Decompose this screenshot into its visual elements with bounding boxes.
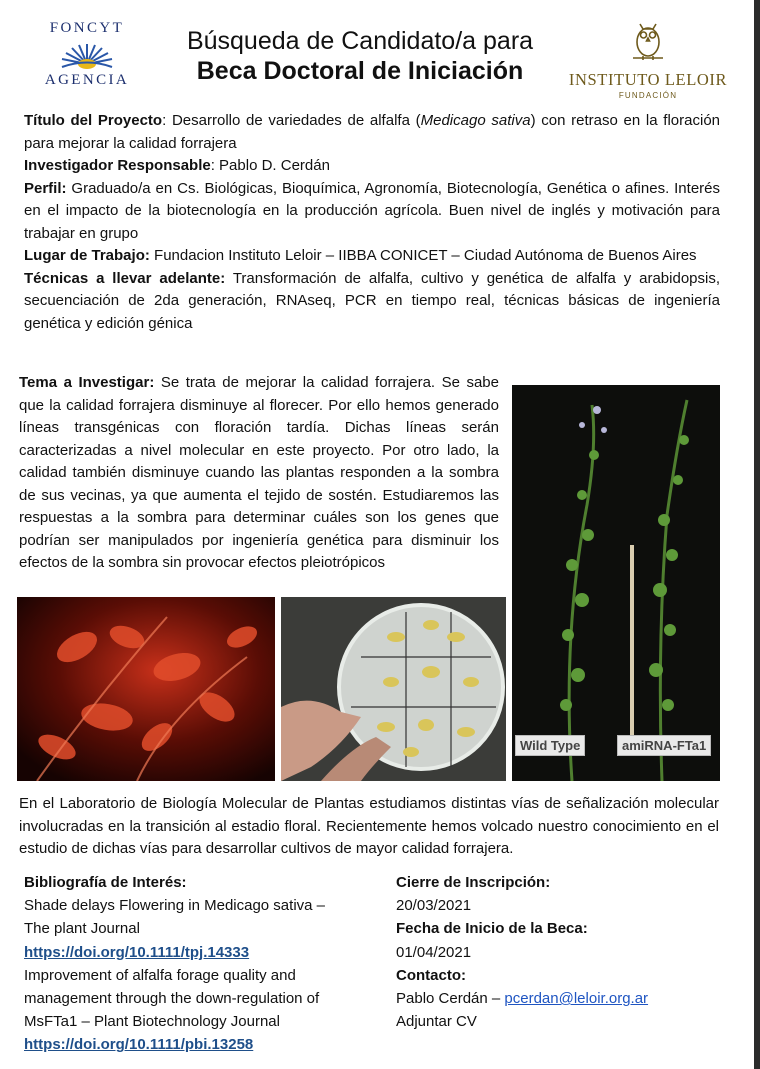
project-title-text-a: : Desarrollo de variedades de alfalfa ( — [162, 112, 421, 129]
foncyt-logo-bottom-text: AGENCIA — [44, 72, 130, 88]
project-title-label: Título del Proyecto — [24, 112, 163, 129]
leloir-logo-sub: FUNDACIÓN — [618, 91, 678, 100]
biblio-line: management through the down-regulation of — [24, 990, 320, 1008]
doi-link-pbi[interactable]: https://doi.org/10.1111/pbi.13258 — [24, 1036, 254, 1054]
alfalfa-plants-photo — [512, 385, 720, 781]
attach-cv-text: Adjuntar CV — [396, 1013, 477, 1031]
foncyt-logo-top-text: FONCYT — [49, 20, 125, 36]
investigator-label: Investigador Responsable — [24, 157, 211, 174]
contact-label: Contacto: — [396, 966, 466, 984]
project-title-text-b: ) con retraso en la floración para mejorar la calidad forrajera — [24, 112, 720, 152]
workplace-label: Lugar de Trabajo: — [24, 247, 150, 264]
research-topic — [19, 372, 499, 575]
project-info — [24, 110, 720, 335]
techniques-label: Técnicas a llevar adelante: — [24, 269, 226, 287]
project-title-species: Medicago sativa — [420, 112, 531, 129]
biblio-line: MsFTa1 – Plant Biotechnology Journal — [24, 1013, 280, 1031]
workplace-para — [24, 245, 720, 268]
lab-description — [19, 793, 719, 861]
page-edge — [754, 0, 760, 1069]
profile-para — [24, 178, 720, 246]
biblio-line: Shade delays Flowering in Medicago sativa – — [24, 897, 326, 915]
project-title-para — [24, 110, 720, 155]
techniques-para — [24, 268, 720, 336]
amirna-label: amiRNA-FTa1 — [617, 735, 711, 756]
title-line-2: Beca Doctoral de Iniciación — [196, 57, 524, 85]
bibliography — [24, 871, 374, 1057]
dates-contact — [396, 871, 726, 1033]
profile-text: Graduado/a en Cs. Biológicas, Bioquímica, Agronomía, Biotecnología, Genética o afines. Interés en el impacto de la biotecnología en la producción agrícola. Buen nivel de inglés y motivación para trabajar en grupo — [24, 179, 720, 242]
profile-label: Perfil: — [24, 179, 67, 197]
red-light-leaves-photo — [17, 597, 275, 781]
deadline-label: Cierre de Inscripción: — [396, 874, 551, 891]
biblio-line: Improvement of alfalfa forage quality and — [24, 966, 296, 984]
research-topic-label: Tema a Investigar: — [19, 374, 155, 391]
start-date-label: Fecha de Inicio de la Beca: — [396, 920, 588, 938]
workplace-text: Fundacion Instituto Leloir – IIBBA CONICET – Ciudad Autónoma de Buenos Aires — [149, 247, 697, 264]
start-date-value: 01/04/2021 — [396, 943, 472, 961]
petri-dish-photo — [281, 597, 506, 781]
wild-type-label: Wild Type — [515, 735, 585, 756]
page-title — [150, 26, 570, 86]
leloir-logo — [566, 20, 730, 104]
title-line-1: Búsqueda de Candidato/a para — [186, 27, 534, 55]
research-topic-text: Se trata de mejorar la calidad forrajera. Se sabe que la calidad forrajera disminuye al florecer. Por ello hemos generado líneas transgénicas con floración tardía. Dichas líneas serán caracterizadas a nivel molecular en este proyecto. Por otro lado, la calidad también disminuye cuando las plantas responden a la sombra de sus vecinas, ya que aumenta el tejido de sostén. Estudiaremos las respuestas a la sombra para determinar cuáles son los genes que podrían ser manipulados por ingeniería genética para disminuir los efectos de la sombra sin provocar efectos pleiotrópicos — [19, 374, 499, 571]
biblio-line: The plant Journal — [24, 920, 140, 938]
doi-link-tpj[interactable]: https://doi.org/10.1111/tpj.14333 — [24, 943, 250, 961]
investigator-text: : Pablo D. Cerdán — [210, 157, 330, 174]
contact-email-link[interactable]: pcerdan@leloir.org.ar — [504, 990, 649, 1008]
lab-description-text: En el Laboratorio de Biología Molecular de Plantas estudiamos distintas vías de señalización molecular involucradas en la transición al estadio floral. Recientemente hemos volcado nuestro conocimiento en el estudio de dichas vías para desarrollar cultivos de mayor calidad forrajera. — [19, 795, 719, 857]
bibliography-label: Bibliografía de Interés: — [24, 874, 187, 891]
techniques-text: Transformación de alfalfa, cultivo y genética de alfalfa y arabidopsis, secuenciación de 2da generación, RNAseq, PCR en tiempo real, técnicas básicas de ingeniería genética y edición génica — [24, 269, 720, 332]
contact-name: Pablo Cerdán – — [396, 990, 505, 1008]
foncyt-sun-icon — [52, 38, 122, 70]
leloir-logo-name: INSTITUTO LELOIR — [568, 70, 728, 89]
investigator-para — [24, 155, 720, 178]
owl-icon — [630, 20, 666, 66]
deadline-value: 20/03/2021 — [396, 897, 472, 915]
foncyt-logo — [28, 18, 146, 90]
